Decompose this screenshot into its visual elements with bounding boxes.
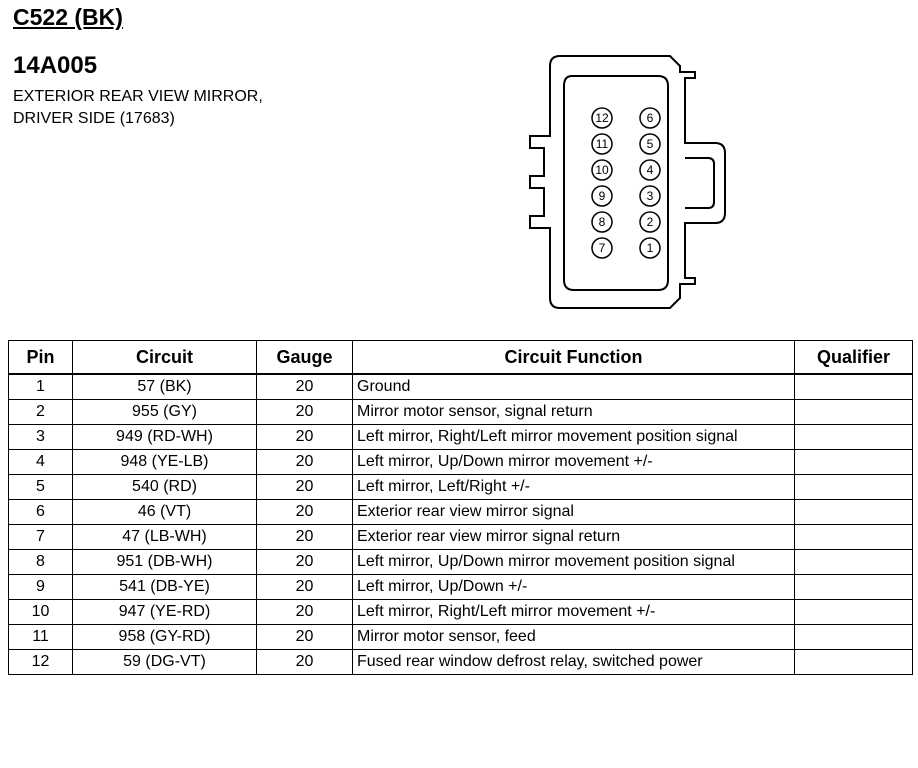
cell-circuit: 541 (DB-YE)	[73, 575, 257, 600]
header-circuit-function: Circuit Function	[353, 341, 795, 375]
cell-pin: 8	[9, 550, 73, 575]
cell-pin: 12	[9, 650, 73, 675]
component-description	[13, 86, 263, 130]
header-gauge: Gauge	[257, 341, 353, 375]
cell-qualifier	[795, 650, 913, 675]
cell-gauge: 20	[257, 550, 353, 575]
pin-cavity-7	[592, 238, 612, 258]
cell-qualifier	[795, 425, 913, 450]
pin-number-label: 10	[595, 163, 609, 177]
cell-pin: 1	[9, 374, 73, 400]
header-pin: Pin	[9, 341, 73, 375]
cell-qualifier	[795, 600, 913, 625]
cell-circuit-function: Left mirror, Right/Left mirror movement position signal	[353, 425, 795, 450]
cell-qualifier	[795, 374, 913, 400]
pin-number-label: 7	[598, 241, 606, 255]
cell-circuit-function: Fused rear window defrost relay, switched power	[353, 650, 795, 675]
cell-circuit: 46 (VT)	[73, 500, 257, 525]
pin-number-label: 6	[646, 111, 654, 125]
cell-pin: 3	[9, 425, 73, 450]
cell-gauge: 20	[257, 600, 353, 625]
cell-gauge: 20	[257, 650, 353, 675]
cell-circuit-function: Exterior rear view mirror signal	[353, 500, 795, 525]
table-header-row	[9, 341, 913, 375]
cell-circuit-function: Exterior rear view mirror signal return	[353, 525, 795, 550]
cell-circuit-function: Left mirror, Up/Down +/-	[353, 575, 795, 600]
pin-cavity-10	[592, 160, 612, 180]
cell-pin: 4	[9, 450, 73, 475]
cell-qualifier	[795, 475, 913, 500]
pin-number-label: 8	[598, 215, 606, 229]
connector-housing-outline	[530, 56, 725, 308]
table-row	[9, 625, 913, 650]
header-circuit: Circuit	[73, 341, 257, 375]
cell-circuit-function: Left mirror, Right/Left mirror movement +/-	[353, 600, 795, 625]
table-row	[9, 525, 913, 550]
pin-number-label: 3	[646, 189, 654, 203]
cell-pin: 10	[9, 600, 73, 625]
cell-circuit-function: Mirror motor sensor, signal return	[353, 400, 795, 425]
pin-cavity-5	[640, 134, 660, 154]
cell-pin: 11	[9, 625, 73, 650]
table-row	[9, 425, 913, 450]
cell-qualifier	[795, 525, 913, 550]
pin-number-label: 11	[595, 137, 609, 151]
pin-number-label: 1	[646, 241, 654, 255]
table-row	[9, 475, 913, 500]
pin-number-label: 12	[595, 111, 609, 125]
connector-face-diagram	[520, 48, 750, 323]
cell-circuit: 59 (DG-VT)	[73, 650, 257, 675]
pin-cavity-6	[640, 108, 660, 128]
cell-circuit: 947 (YE-RD)	[73, 600, 257, 625]
cell-circuit-function: Left mirror, Up/Down mirror movement position signal	[353, 550, 795, 575]
table-row	[9, 374, 913, 400]
pin-cavity-12	[592, 108, 612, 128]
pin-cavity-8	[592, 212, 612, 232]
cell-circuit: 540 (RD)	[73, 475, 257, 500]
table-row	[9, 650, 913, 675]
cell-gauge: 20	[257, 500, 353, 525]
pin-cavity-9	[592, 186, 612, 206]
cell-circuit: 958 (GY-RD)	[73, 625, 257, 650]
table-row	[9, 575, 913, 600]
cell-circuit-function: Mirror motor sensor, feed	[353, 625, 795, 650]
part-number: 14A005	[13, 52, 98, 79]
cell-gauge: 20	[257, 425, 353, 450]
cell-qualifier	[795, 400, 913, 425]
table-row	[9, 400, 913, 425]
description-line-2: DRIVER SIDE (17683)	[13, 110, 175, 127]
cell-circuit-function: Ground	[353, 374, 795, 400]
table-row	[9, 600, 913, 625]
pin-number-label: 5	[646, 137, 654, 151]
table-row	[9, 500, 913, 525]
cell-gauge: 20	[257, 400, 353, 425]
table-row	[9, 550, 913, 575]
cell-pin: 5	[9, 475, 73, 500]
cell-pin: 9	[9, 575, 73, 600]
pin-cavity-1	[640, 238, 660, 258]
cell-gauge: 20	[257, 374, 353, 400]
pin-number-label: 2	[646, 215, 654, 229]
cell-circuit: 57 (BK)	[73, 374, 257, 400]
cell-gauge: 20	[257, 525, 353, 550]
pin-cavity-2	[640, 212, 660, 232]
table-row	[9, 450, 913, 475]
cell-gauge: 20	[257, 450, 353, 475]
header-qualifier: Qualifier	[795, 341, 913, 375]
connector-latch	[685, 158, 714, 208]
cell-circuit: 951 (DB-WH)	[73, 550, 257, 575]
cell-qualifier	[795, 550, 913, 575]
cell-gauge: 20	[257, 625, 353, 650]
cell-qualifier	[795, 575, 913, 600]
pin-cavity-3	[640, 186, 660, 206]
pin-number-label: 4	[646, 163, 654, 177]
cell-qualifier	[795, 450, 913, 475]
cell-circuit: 955 (GY)	[73, 400, 257, 425]
pinout-table	[8, 340, 913, 675]
cell-circuit: 948 (YE-LB)	[73, 450, 257, 475]
cell-qualifier	[795, 500, 913, 525]
cell-circuit-function: Left mirror, Up/Down mirror movement +/-	[353, 450, 795, 475]
cell-circuit-function: Left mirror, Left/Right +/-	[353, 475, 795, 500]
cell-qualifier	[795, 625, 913, 650]
cell-gauge: 20	[257, 575, 353, 600]
cell-pin: 2	[9, 400, 73, 425]
connector-id-title: C522 (BK)	[13, 4, 123, 30]
cell-circuit: 47 (LB-WH)	[73, 525, 257, 550]
cell-gauge: 20	[257, 475, 353, 500]
pin-number-label: 9	[598, 189, 606, 203]
cell-pin: 7	[9, 525, 73, 550]
cell-circuit: 949 (RD-WH)	[73, 425, 257, 450]
description-line-1: EXTERIOR REAR VIEW MIRROR,	[13, 88, 263, 105]
pin-cavity-11	[592, 134, 612, 154]
pin-cavity-4	[640, 160, 660, 180]
cell-pin: 6	[9, 500, 73, 525]
